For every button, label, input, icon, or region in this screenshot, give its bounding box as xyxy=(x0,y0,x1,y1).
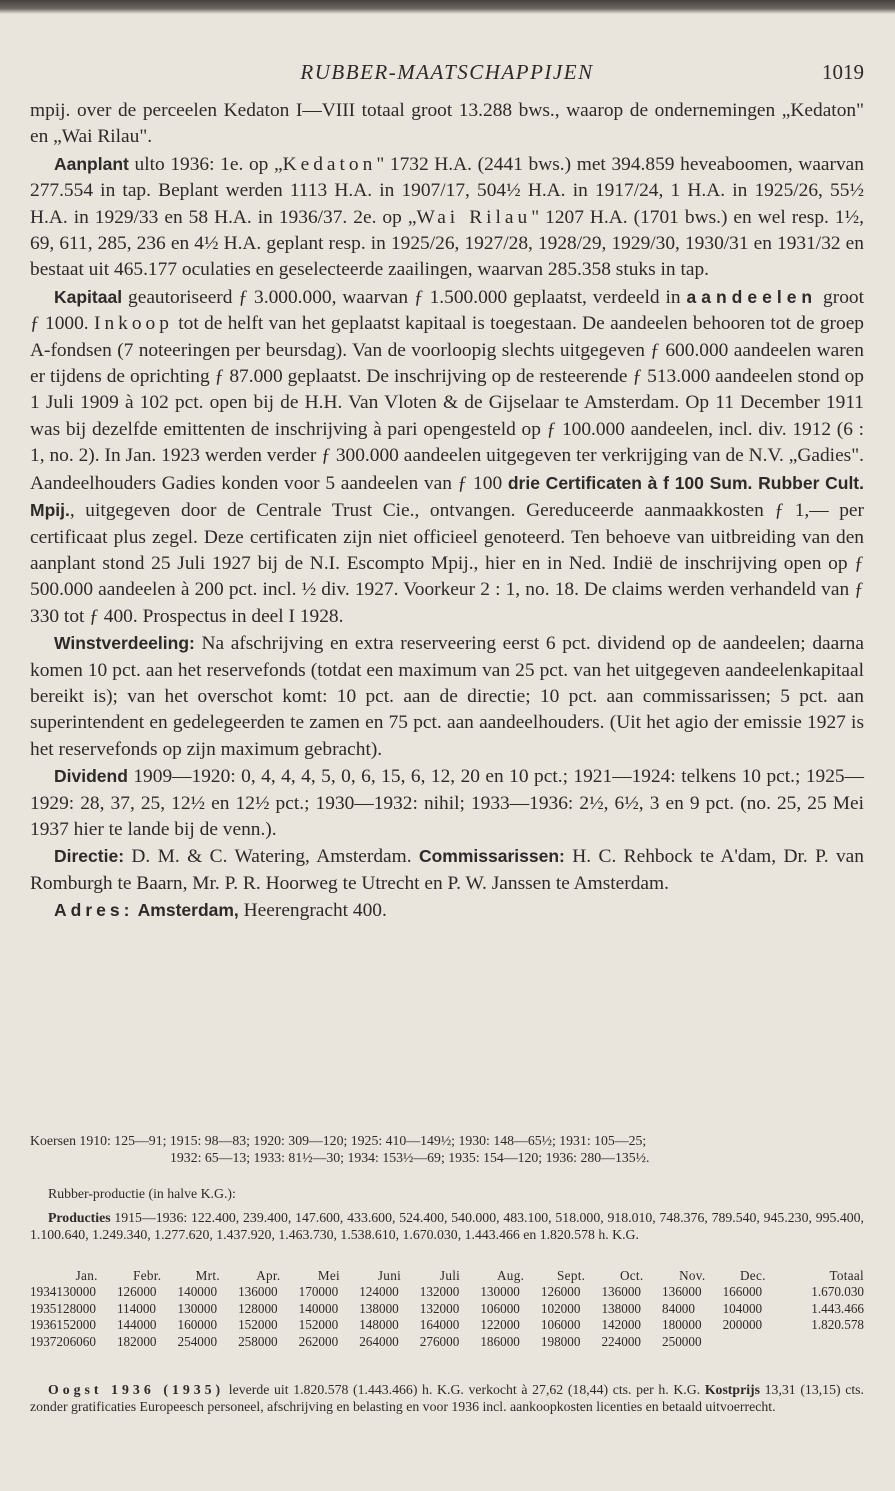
table-cell: 140000 xyxy=(298,1300,339,1316)
table-cell: 138000 xyxy=(359,1300,399,1316)
table-header-cell: Oct. xyxy=(619,1268,644,1283)
table-cell-year: 1935 xyxy=(30,1300,57,1316)
table-cell-total: 1.670.030 xyxy=(811,1284,864,1300)
table-cell-year: 1937 xyxy=(30,1333,57,1349)
table-header-cell xyxy=(30,1268,56,1284)
page-header xyxy=(30,60,864,88)
adres-heading: Adres: xyxy=(54,900,134,921)
kostprijs-label: Kostprijs xyxy=(704,1382,761,1397)
table-cell: 132000 xyxy=(419,1284,460,1300)
table-cell: 128000 xyxy=(238,1300,278,1316)
kapitaal-text-2: groot ƒ 1000. xyxy=(30,286,864,335)
table-cell: 186000 xyxy=(480,1333,520,1349)
table-row xyxy=(30,1284,864,1300)
table-cell: 130000 xyxy=(480,1284,520,1300)
table-cell: 106000 xyxy=(540,1317,581,1333)
table-cell: 148000 xyxy=(359,1317,399,1333)
table-cell: 126000 xyxy=(540,1284,581,1300)
producties-values: 1915—1936: 122.400, 239.400, 147.600, 433.600, 524.400, 540.000, 483.100, 518.000, 918.010, 748.376, 789.540, 945.230, 995.400, 1.100.640, 1.249.340, 1.277.620, 1.437.920, 1.463.730, 1.538.610, 1.670.030, 1.443.466 en 1.820.578 h. K.G. xyxy=(30,1210,864,1242)
adres-city: Amsterdam, xyxy=(133,900,239,921)
directie-heading: Directie: xyxy=(54,846,125,867)
table-header-cell: Jan. xyxy=(75,1268,98,1283)
table-cell: 254000 xyxy=(177,1333,218,1349)
table-cell: 144000 xyxy=(116,1317,157,1333)
running-title: RUBBER-MAATSCHAPPIJEN xyxy=(300,60,594,84)
table-cell: 276000 xyxy=(419,1333,460,1349)
producties-block xyxy=(30,1210,864,1243)
table-header-cell: Nov. xyxy=(679,1268,706,1283)
winstverdeeling-heading: Winstverdeeling: xyxy=(54,633,195,654)
table-cell: 140000 xyxy=(177,1284,218,1300)
table-header-cell: Aug. xyxy=(496,1268,525,1283)
table-cell: 224000 xyxy=(601,1333,641,1349)
oogst-text-2: 13,31 (13,15) cts. zonder gratificaties Europeesch personeel, afschrijving en belasting en voor 1936 incl. aankoopkosten licenties en betaald uitvoerrecht. xyxy=(30,1382,864,1414)
winstverdeeling-text: Na afschrijving en extra reserveering eerst 6 pct. dividend op de aandeelen; daarna komen 10 pct. aan het reservefonds (totdat een maximum van 25 pct. van het uitgegeven aandeelenkapitaal bereikt is); van het overschot komt: 10 pct. aan de directie; 10 pct. aan commissarissen; 5 pct. aan superintendent en gedelegeerden te zamen en 75 pct. aan aandeelhouders. (Uit het agio der emissie 1927 is het reservefonds op zijn maximum gebracht). xyxy=(30,633,864,760)
paragraph-adres xyxy=(30,897,864,924)
paragraph-kapitaal xyxy=(30,284,864,630)
intro-text: mpij. over de perceelen Kedaton I—VIII totaal groot 13.288 bws., waarop de ondernemingen „Kedaton" en „Wai Rilau". xyxy=(30,100,864,148)
commissarissen-heading: Commissarissen: xyxy=(418,846,565,867)
table-header-cell: Mei xyxy=(317,1268,340,1283)
table-cell: 250000 xyxy=(662,1333,702,1349)
oogst-label: Oogst 1936 (1935) xyxy=(48,1382,225,1397)
aanplant-heading: Aanplant xyxy=(54,153,129,174)
table-header-cell: Dec. xyxy=(739,1268,766,1283)
table-cell: 104000 xyxy=(722,1300,763,1316)
table-header-cell: Mrt. xyxy=(195,1268,220,1283)
kapitaal-heading: Kapitaal xyxy=(54,286,123,307)
table-row xyxy=(30,1301,864,1317)
table-cell: 138000 xyxy=(601,1300,641,1316)
table-cell: 136000 xyxy=(238,1284,278,1300)
table-cell-total: 1.443.466 xyxy=(811,1300,864,1316)
table-cell: 166000 xyxy=(722,1284,763,1300)
kapitaal-text-4: , uitgegeven door de Centrale Trust Cie., ontvangen. Gereduceerde aanmaakkosten ƒ 1,— per certificaat plus zegel. Deze certificaten zijn niet officieel genoteerd. Ten behoeve van uitbreiding van den aanplant stond 25 Juli 1927 bij de N.I. Escompto Mpij., hier en in Ned. Indië de inschrijving open op ƒ 500.000 aandeelen à 200 pct. incl. ½ div. 1927. Voorkeur 2 : 1, no. 18. De claims werden verhandeld van ƒ 330 tot ƒ 400. Prospectus in deel I 1928. xyxy=(30,500,864,627)
aanplant-text-1: ulto 1936: 1e. op „ xyxy=(128,153,283,175)
table-cell: 180000 xyxy=(662,1317,702,1333)
page-number: 1019 xyxy=(822,60,864,84)
entry-body xyxy=(30,98,864,925)
dividend-heading: Dividend xyxy=(54,766,128,787)
adres-text: Heerengracht 400. xyxy=(238,900,387,922)
table-header-cell: Juli xyxy=(439,1268,461,1283)
kapitaal-text-1: geautoriseerd ƒ 3.000.000, waarvan ƒ 1.500.000 geplaatst, verdeeld in xyxy=(122,286,687,308)
commissarissen-text: H. C. Rehbock te A'dam, Dr. P. van Romburgh te Baarn, Mr. P. R. Hoorweg te Utrecht en P. W. Janssen te Amsterdam. xyxy=(30,846,864,894)
table-cell: 182000 xyxy=(116,1333,157,1349)
table-cell xyxy=(723,1334,784,1350)
table-cell: 206060 xyxy=(56,1333,96,1349)
table-cell: 122000 xyxy=(480,1317,520,1333)
oogst-block xyxy=(30,1382,864,1415)
table-cell-total: 1.820.578 xyxy=(811,1317,864,1333)
table-cell: 160000 xyxy=(177,1317,218,1333)
paragraph-aanplant xyxy=(30,151,864,284)
table-cell: 142000 xyxy=(601,1317,641,1333)
paragraph-intro xyxy=(30,98,864,151)
dividend-text: 1909—1920: 0, 4, 4, 4, 5, 0, 6, 15, 6, 12, 20 en 10 pct.; 1921—1924: telkens 10 pct.; 1925—1929: 28, 37, 25, 12½ en 12½ pct.; 1930—1932: nihil; 1933—1936: 2½, 6½, 3 en 9 pct. (no. 25, 25 Mei 1937 hier te lande bij de venn.). xyxy=(30,766,864,840)
aanplant-text-3: " 1207 H.A. (1701 bws.) en wel resp. 1½, 69, 611, 285, 236 en 4½ H.A. geplant resp. in 1925/26, 1927/28, 1928/29, 1929/30, 1930/31 en 1931/32 en bestaat uit 465.177 oculaties en geselecteerde zaailingen, waarvan 285.358 stuks in tap. xyxy=(30,206,864,281)
koersen-line-2: 1932: 65—13; 1933: 81½—30; 1934: 153½—69; 1935: 154—120; 1936: 280—135½. xyxy=(170,1149,650,1165)
table-cell: 130000 xyxy=(177,1300,218,1316)
aanplant-text-2: " 1732 H.A. (2441 bws.) met 394.859 heveaboomen, waarvan 277.554 in tap. Beplant werden 1113 H.A. in 1907/17, 504½ H.A. in 1917/24, 1 H.A. in 1925/26, 55½ H.A. in 1929/33 en 58 H.A. in 1936/37. 2e. op „ xyxy=(30,153,864,228)
monthly-production-table xyxy=(30,1268,864,1350)
table-cell: 84000 xyxy=(662,1300,695,1316)
table-header-cell: Juni xyxy=(377,1268,402,1283)
table-cell: 258000 xyxy=(238,1333,278,1349)
table-header-cell: Sept. xyxy=(557,1268,586,1283)
scan-edge xyxy=(0,0,895,14)
producties-label: Producties xyxy=(48,1210,111,1225)
table-cell: 102000 xyxy=(540,1300,581,1316)
table-cell: 124000 xyxy=(359,1284,399,1300)
table-cell: 200000 xyxy=(722,1317,763,1333)
table-cell: 152000 xyxy=(238,1317,278,1333)
oogst-text xyxy=(30,1382,864,1415)
koersen-line-1: Koersen 1910: 125—91; 1915: 98—83; 1920: 309—120; 1925: 410—149½; 1930: 148—65½; 1931: 105—25; xyxy=(30,1133,647,1148)
kapitaal-bold-certificaten: drie Certificaten à f 100 Sum. Rubber Cult. Mpij. xyxy=(30,472,864,521)
table-cell: 132000 xyxy=(419,1300,460,1316)
rubber-productie-text: Rubber-productie (in halve K.G.): xyxy=(48,1186,236,1201)
table-cell: 136000 xyxy=(662,1284,702,1300)
table-cell: 126000 xyxy=(116,1284,157,1300)
table-cell: 136000 xyxy=(601,1284,641,1300)
kapitaal-spaced-inkoop: Inkoop xyxy=(94,313,173,335)
table-cell: 114000 xyxy=(116,1300,157,1316)
table-cell-year: 1934 xyxy=(30,1284,57,1300)
table-header-cell: Totaal xyxy=(829,1268,864,1283)
table-cell: 128000 xyxy=(56,1300,96,1316)
table-cell: 198000 xyxy=(540,1333,581,1349)
table-row xyxy=(30,1334,864,1350)
table-cell: 106000 xyxy=(480,1300,520,1316)
table-cell: 170000 xyxy=(298,1284,339,1300)
table-cell-year: 1936 xyxy=(30,1317,57,1333)
table-cell: 152000 xyxy=(298,1317,339,1333)
aanplant-spaced-wai-rilau: Wai Rilau xyxy=(416,206,532,228)
aanplant-spaced-kedaton: Kedaton xyxy=(282,153,377,175)
table-header-cell: Apr. xyxy=(256,1268,281,1283)
table-cell: 130000 xyxy=(56,1284,96,1300)
oogst-text-1: leverde uit 1.820.578 (1.443.466) h. K.G. verkocht à 27,62 (18,44) cts. per h. K.G. xyxy=(224,1382,705,1397)
table-cell: 264000 xyxy=(359,1333,399,1349)
table-row xyxy=(30,1317,864,1333)
kapitaal-spaced-aandeelen: aandeelen xyxy=(686,286,818,307)
table-cell: 164000 xyxy=(419,1317,460,1333)
directie-text: D. M. & C. Watering, Amsterdam. xyxy=(124,846,419,868)
table-header-cell: Febr. xyxy=(133,1268,162,1283)
rubber-productie-note xyxy=(30,1186,882,1203)
paragraph-directie xyxy=(30,843,864,897)
koersen-block xyxy=(30,1133,864,1166)
table-cell-total xyxy=(783,1334,864,1350)
table-cell: 262000 xyxy=(298,1333,339,1349)
table-cell: 152000 xyxy=(56,1317,96,1333)
kapitaal-text-3: tot de helft van het geplaatst kapitaal is toegestaan. De aandeelen behooren tot de groep A-fondsen (7 noteeringen per beursdag). Van de voorloopig slechts uitgegeven ƒ 600.000 aandeelen waren er tijdens de oprichting ƒ 87.000 geplaatst. De inschrijving op de resteerende ƒ 513.000 aandeelen stond op 1 Juli 1909 à 102 pct. open bij de H.H. Van Vloten & de Gijselaar te Amsterdam. Op 11 December 1911 was bij dezelfde emittenten de inschrijving à pari opengesteld op ƒ 100.000 aandeelen, incl. div. 1912 (6 : 1, no. 2). In Jan. 1923 werden verder ƒ 300.000 aandeelen uitgegeven ter verkrijging van de N.V. „Gadies". Aandeelhouders Gadies konden voor 5 aandeelen van ƒ 100 xyxy=(30,313,864,494)
producties-text xyxy=(30,1210,864,1243)
table-header-row xyxy=(30,1268,864,1284)
paragraph-dividend xyxy=(30,763,864,843)
paragraph-winstverdeeling xyxy=(30,630,864,763)
